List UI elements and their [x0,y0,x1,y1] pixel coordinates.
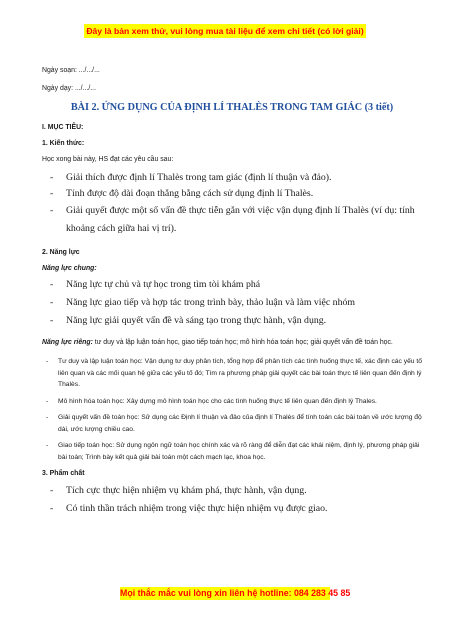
pham-chat-list [42,482,422,518]
list-item: - Mô hình hóa toán học: Xây dựng mô hình toán học cho các tình huống thực tế liên quan đến định lý Thales. [46,397,377,405]
list-item: - Tư duy và lập luận toán học: Vận dụng tư duy phân tích, tổng hợp để phân tích các tình huống thực tế, xác định các yếu tố liên quan và các mối quan hệ giữa các yếu tố đó; Tìm ra phương pháp giải quyết các bài toán thực tế liên quan đến định lý Thalès. [46,358,422,388]
section-muc-tieu: I. MỤC TIÊU: [42,124,84,131]
list-item: - Tích cực thực hiện nhiệm vụ khám phá, thực hành, vận dụng. [50,485,307,496]
list-item: - Năng lực giao tiếp và hợp tác trong trình bày, thảo luận và làm việc nhóm [50,297,355,308]
list-item: - Tính được độ dài đoạn thẳng bằng cách sử dụng định lí Thalès. [50,188,314,199]
heading-nang-luc: 2. Năng lực [42,249,80,256]
list-item: - Năng lực tự chủ và tự học trong tìm tòi khám phá [50,279,261,290]
ngay-day: Ngày dạy: .../.../... [42,85,96,92]
nang-luc-rieng: Năng lực riêng: tư duy và lập luận toán học, giao tiếp toán học; mô hình hóa toán học; giải quyết vấn đề toán học. [42,339,393,346]
heading-kien-thuc: 1. Kiến thức: [42,140,85,147]
kien-thuc-list [42,170,422,238]
meta-dates [42,66,422,94]
heading-pham-chat: 3. Phẩm chất [42,470,85,477]
ngay-soan: Ngày soạn: .../.../... [42,67,100,74]
list-item: - Giải thích được định lí Thalès trong tam giác (định lí thuận và đảo). [50,172,332,183]
list-item: - Giải quyết được một số vấn đề thực tiễn gắn với việc vận dụng định lí Thalès (ví dụ: tính khoảng cách giữa hai vị trí). [50,205,415,234]
lesson-title: BÀI 2. ỨNG DỤNG CỦA ĐỊNH LÍ THALÈS TRONG TAM GIÁC (3 tiết) [70,102,394,113]
list-item: - Có tinh thần trách nhiệm trong việc thực hiện nhiệm vụ được giao. [50,503,328,514]
list-item: - Giao tiếp toán học: Sử dụng ngôn ngữ toán học chính xác và rõ ràng để diễn đạt các khái niệm, định lý, phương pháp giải bài toán; Trình bày kết quả giải bài toán một cách mạch lạc, khoa học. [46,442,420,461]
hotline-footer: Mọi thắc mắc vui lòng xin liên hệ hotline: 084 283 45 85 [120,588,351,598]
list-item: - Giải quyết vấn đề toán học: Sử dụng các Định lí thuận và đảo của định lí Thalès để tính toán các bài toán về ước lượng độ dài, ước lượng chiều cao. [46,414,422,433]
preview-banner: Đây là bản xem thử, vui lòng mua tài liệu để xem chi tiết (có lời giải) [84,24,366,38]
nang-luc-chung-list [42,276,422,330]
kien-thuc-intro: Học xong bài này, HS đạt các yêu cầu sau: [42,156,174,163]
heading-nang-luc-chung: Năng lực chung: [42,265,97,272]
nang-luc-rieng-list [42,356,422,463]
list-item: - Năng lực giải quyết vấn đề và sáng tạo trong thực hành, vận dụng. [50,315,327,326]
document-content [42,66,422,526]
